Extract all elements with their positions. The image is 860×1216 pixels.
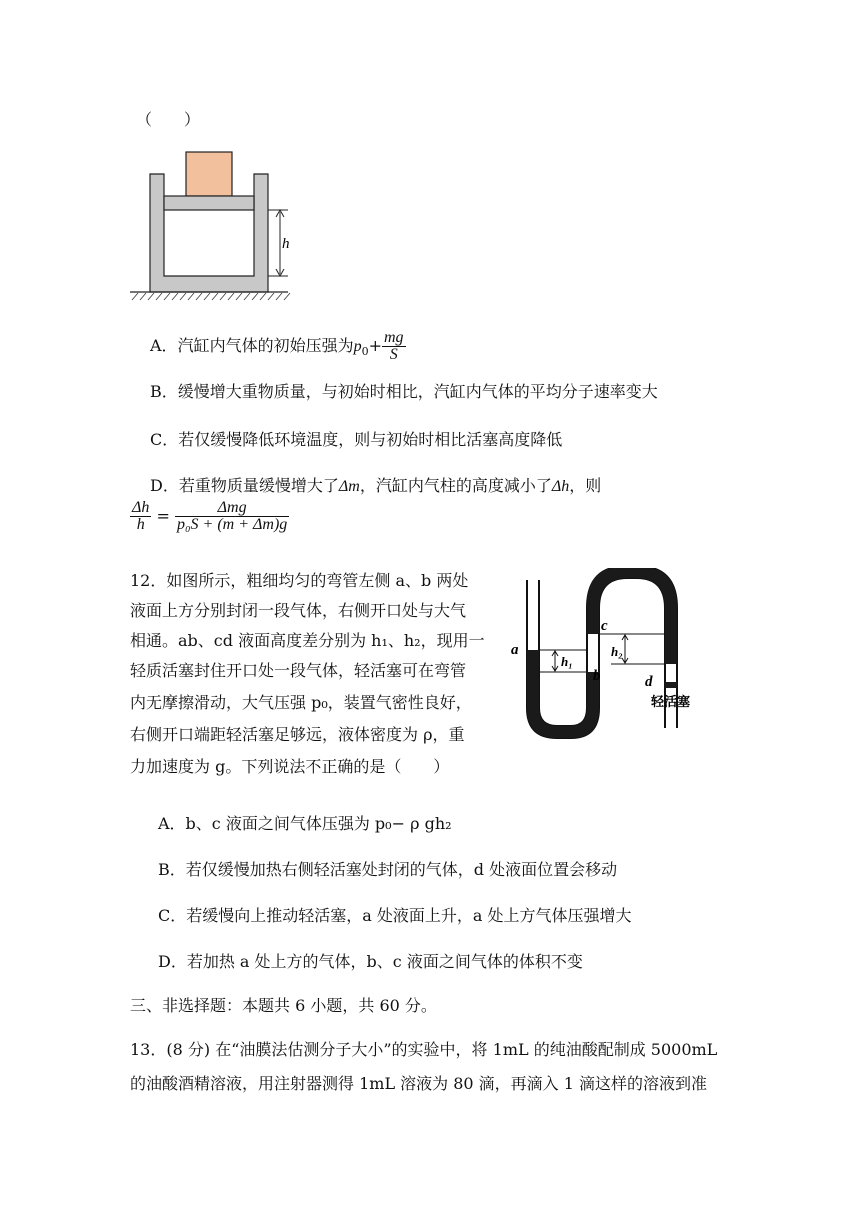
light-piston	[665, 682, 677, 688]
cylinder-figure	[128, 150, 293, 310]
bent-tube-figure	[505, 568, 715, 758]
liquid-right	[587, 568, 677, 664]
label-light-piston: 轻活塞	[651, 695, 691, 710]
fraction-mg-over-s: $\frac{mg}{S}$	[383, 329, 404, 363]
label-h1: h₁	[561, 654, 573, 669]
q13-line-1: 13．(8 分) 在“油膜法估测分子大小”的实验中，将 1mL 的纯油酸配制成 5000mL	[130, 1040, 718, 1059]
label-h: h	[282, 236, 290, 252]
q12-option-b: B．若仅缓慢加热右侧轻活塞处封闭的气体，d 处液面位置会移动	[158, 860, 618, 879]
q12-option-a: A．b、c 液面之间气体压强为 p₀− ρ gh₂	[158, 814, 452, 833]
label-c: c	[601, 618, 608, 634]
label-a: a	[511, 642, 519, 658]
label-d: d	[645, 674, 653, 690]
answer-parentheses: （ ）	[136, 110, 201, 129]
q12-option-c: C．若缓慢向上推动轻活塞，a 处液面上升，a 处上方气体压强增大	[158, 906, 632, 925]
q11-option-c: C．若仅缓慢降低环境温度，则与初始时相比活塞高度降低	[150, 430, 563, 449]
q13-line-2: 的油酸酒精溶液，用注射器测得 1mL 溶液为 80 滴，再滴入 1 滴这样的溶液到准	[130, 1074, 708, 1093]
section-heading: 三、非选择题：本题共 6 小题，共 60 分。	[130, 996, 437, 1015]
q12-option-d: D．若加热 a 处上方的气体，b、c 液面之间气体的体积不变	[158, 952, 583, 971]
q11-option-d-equation: $\frac{\Delta h}{h}$ = $\frac{\text{Δmg}}{\text{p₀S + (m + Δm)g}}$	[132, 499, 288, 533]
label-b: b	[593, 668, 601, 684]
weight-block	[186, 152, 232, 196]
label-h2: h₂	[611, 644, 623, 659]
q11-option-b: B．缓慢增大重物质量，与初始时相比，汽缸内气体的平均分子速率变大	[150, 382, 658, 401]
q11-option-d: D．若重物质量缓慢增大了Δm，汽缸内气柱的高度减小了Δh，则	[150, 476, 602, 495]
q11-option-a: A．汽缸内气体的初始压强为$p_0+$ $\frac{mg}{S}$	[150, 329, 404, 363]
piston	[164, 196, 254, 210]
